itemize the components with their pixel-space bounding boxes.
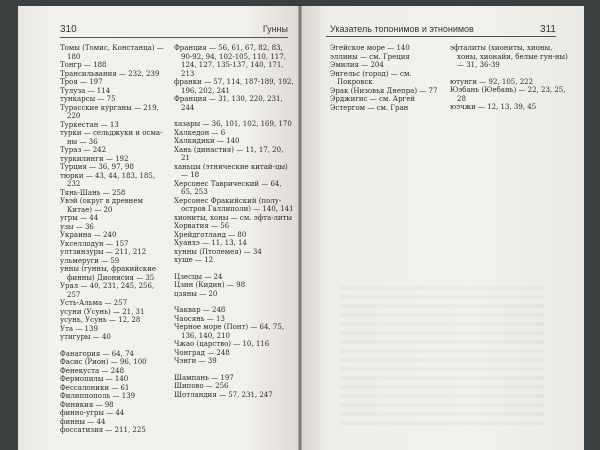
index-entry: Юэбань (Юебань) — 22, 23, 25, 28 bbox=[450, 86, 566, 103]
index-entry: Украина — 240 bbox=[60, 231, 117, 239]
index-gap bbox=[174, 298, 294, 306]
index-entry: Хорватия — 56 bbox=[174, 222, 230, 230]
right-page bbox=[300, 6, 584, 450]
index-entry: Урал — 40, 231, 245, 256, 257 bbox=[60, 282, 155, 299]
index-entry: фоссатизия — 211, 225 bbox=[60, 426, 146, 434]
right-running-head-title: Указатель топонимов и этнонимов bbox=[330, 24, 474, 34]
index-entry: франки — 57, 114, 187-189, 192, 196, 202, 241 bbox=[174, 78, 294, 95]
index-entry: эфталиты (хиониты, хионы, хоны, хионайи, белые гун-ны) — 31, 36-39 bbox=[450, 44, 568, 69]
right-page-number: 311 bbox=[540, 24, 556, 35]
index-entry: ютунги — 92, 105, 222 bbox=[450, 77, 534, 86]
index-entry: Эмилия — 204 bbox=[330, 61, 384, 69]
index-entry: угры — 44 bbox=[60, 214, 99, 222]
index-entry: Хуанхэ — 11, 13, 14 bbox=[174, 239, 247, 247]
book-spine bbox=[298, 6, 302, 450]
index-entry: Эгейское море — 140 bbox=[330, 44, 410, 52]
index-entry: хуше — 12 bbox=[174, 256, 214, 264]
index-entry: Чжао (царство) — 10, 116 bbox=[174, 340, 270, 348]
index-entry: Тулуза — 114 bbox=[60, 86, 111, 95]
index-entry: узы — 36 bbox=[60, 222, 94, 231]
right-index-column-2 bbox=[450, 44, 572, 112]
left-index-column-2 bbox=[174, 44, 294, 399]
left-index-column-1 bbox=[60, 44, 168, 435]
index-entry: хунны (Птолемея) — 34 bbox=[174, 247, 262, 256]
index-entry: Чонград — 248 bbox=[174, 348, 230, 357]
index-entry: Филиппополь — 139 bbox=[60, 392, 136, 400]
index-entry: Тянь-Шань — 258 bbox=[60, 188, 126, 197]
index-entry: Халкедон — 6 bbox=[174, 128, 226, 137]
index-entry: Фанагория — 64, 74 bbox=[60, 349, 134, 358]
index-entry: ульмеруги — 59 bbox=[60, 256, 120, 265]
index-entry: утигуры — 40 bbox=[60, 333, 111, 341]
index-entry: Фенекуста — 248 bbox=[60, 366, 125, 375]
index-entry: Цзин (Кидин) — 98 bbox=[174, 281, 246, 289]
bleed-through-text bbox=[340, 286, 544, 426]
right-running-head bbox=[326, 24, 556, 37]
index-entry: Шотландия — 57, 231, 247 bbox=[174, 390, 273, 399]
left-running-head bbox=[60, 24, 288, 38]
index-entry: Чаквар — 248 bbox=[174, 306, 226, 314]
index-entry: Усть-Альма — 257 bbox=[60, 299, 128, 307]
left-page-number: 310 bbox=[60, 24, 77, 35]
right-index-column-1 bbox=[330, 44, 448, 112]
index-entry: хиониты, хоны — см. эфта-литы bbox=[174, 213, 293, 222]
index-gap bbox=[174, 112, 294, 120]
index-entry: финны — 44 bbox=[60, 417, 106, 426]
index-entry: Фессалоники — 61 bbox=[60, 383, 130, 392]
index-entry: Тураз — 242 bbox=[60, 146, 107, 154]
index-entry: Трансильвания — 232, 239 bbox=[60, 69, 160, 78]
index-entry: тункарсы — 75 bbox=[60, 95, 116, 103]
index-entry: Шампань — 197 bbox=[174, 373, 234, 382]
index-entry: Шипово — 256 bbox=[174, 382, 229, 390]
index-entry: Халкидики — 140 bbox=[174, 137, 240, 145]
index-entry: Херсонес Фракийский (полу-остров Галлиполи) — 140, 141 bbox=[174, 196, 294, 213]
index-entry: юэчжи — 12, 13, 39, 45 bbox=[450, 103, 537, 111]
index-entry: Тонгр — 188 bbox=[60, 61, 107, 69]
open-book bbox=[18, 6, 584, 450]
index-gap bbox=[174, 265, 294, 273]
index-entry: усунь, Усунь — 12, 28 bbox=[60, 316, 141, 324]
index-entry: Увэй (округ в древнем Китае) — 20 bbox=[60, 197, 143, 214]
index-entry: Туркестан — 13 bbox=[60, 120, 119, 129]
left-running-head-title: Гунны bbox=[262, 24, 288, 34]
left-page bbox=[18, 6, 300, 450]
index-entry: Эрак (Низовья Днепра) — 77 bbox=[330, 86, 438, 95]
index-entry: Фасис (Рион) — 96, 100 bbox=[60, 358, 147, 366]
index-entry: Фермопилы — 140 bbox=[60, 375, 129, 383]
index-entry: Хань (династия) — 11, 17, 20, 21 bbox=[174, 145, 284, 162]
index-entry: Турасские курганы — 219, 220 bbox=[60, 103, 159, 120]
index-entry: хазары — 36, 101, 102, 169, 170 bbox=[174, 120, 292, 128]
index-entry: тюрки — 43, 44, 183, 185, 232 bbox=[60, 171, 156, 188]
index-entry: Херсонес Таврический — 64, 65, 253 bbox=[174, 179, 282, 196]
index-entry: Хрейдготланд — 80 bbox=[174, 230, 247, 239]
index-gap bbox=[174, 366, 294, 374]
index-entry: Франция — 31, 130, 220, 231, 244 bbox=[174, 95, 283, 112]
index-entry: цзяны — 20 bbox=[174, 289, 218, 298]
index-entry: Цзесцы — 24 bbox=[174, 272, 223, 281]
index-entry: Энгельс (город) — см. Покровск bbox=[330, 69, 412, 86]
index-entry: усуни (Усунь) — 21, 31 bbox=[60, 307, 145, 316]
index-entry: Финикия — 98 bbox=[60, 400, 114, 409]
index-entry: унны (гунны, фракийские финны) Дионисия — 35 bbox=[60, 265, 157, 282]
index-entry: Ута — 139 bbox=[60, 324, 98, 333]
index-entry: Чаосянь — 13 bbox=[174, 314, 225, 323]
index-entry: эллины — см. Греция bbox=[330, 52, 410, 61]
index-entry: ултзинзуры — 211, 212 bbox=[60, 248, 147, 256]
index-entry: Франция — 56, 61, 67, 82, 83, 90-92, 94, 102-105, 110, 117, 124, 127, 135-137, 140, 171, 213 bbox=[174, 44, 286, 78]
index-entry: Эрджигис — см. Аргей bbox=[330, 95, 416, 103]
index-gap bbox=[450, 70, 572, 78]
index-entry: Троя — 197 bbox=[60, 78, 103, 86]
index-entry: Чэнги — 39 bbox=[174, 357, 217, 365]
index-entry: Томы (Томис, Констанца) — 180 bbox=[60, 44, 164, 61]
index-entry: Эстергом — см. Гран bbox=[330, 103, 409, 112]
index-entry: Черное море (Понт) — 64, 75, 136, 140, 210 bbox=[174, 323, 285, 340]
index-entry: туркилинги — 192 bbox=[60, 154, 129, 163]
index-entry: Укселлодун — 157 bbox=[60, 239, 129, 248]
index-entry: финно-угры — 44 bbox=[60, 409, 125, 417]
index-gap bbox=[60, 342, 168, 350]
index-entry: турки — сельджуки и осма-ны — 36 bbox=[60, 129, 163, 146]
index-entry: ханьцы (этнические китай-цы) — 18 bbox=[174, 162, 288, 179]
index-entry: Турция — 36, 97, 98 bbox=[60, 163, 134, 171]
